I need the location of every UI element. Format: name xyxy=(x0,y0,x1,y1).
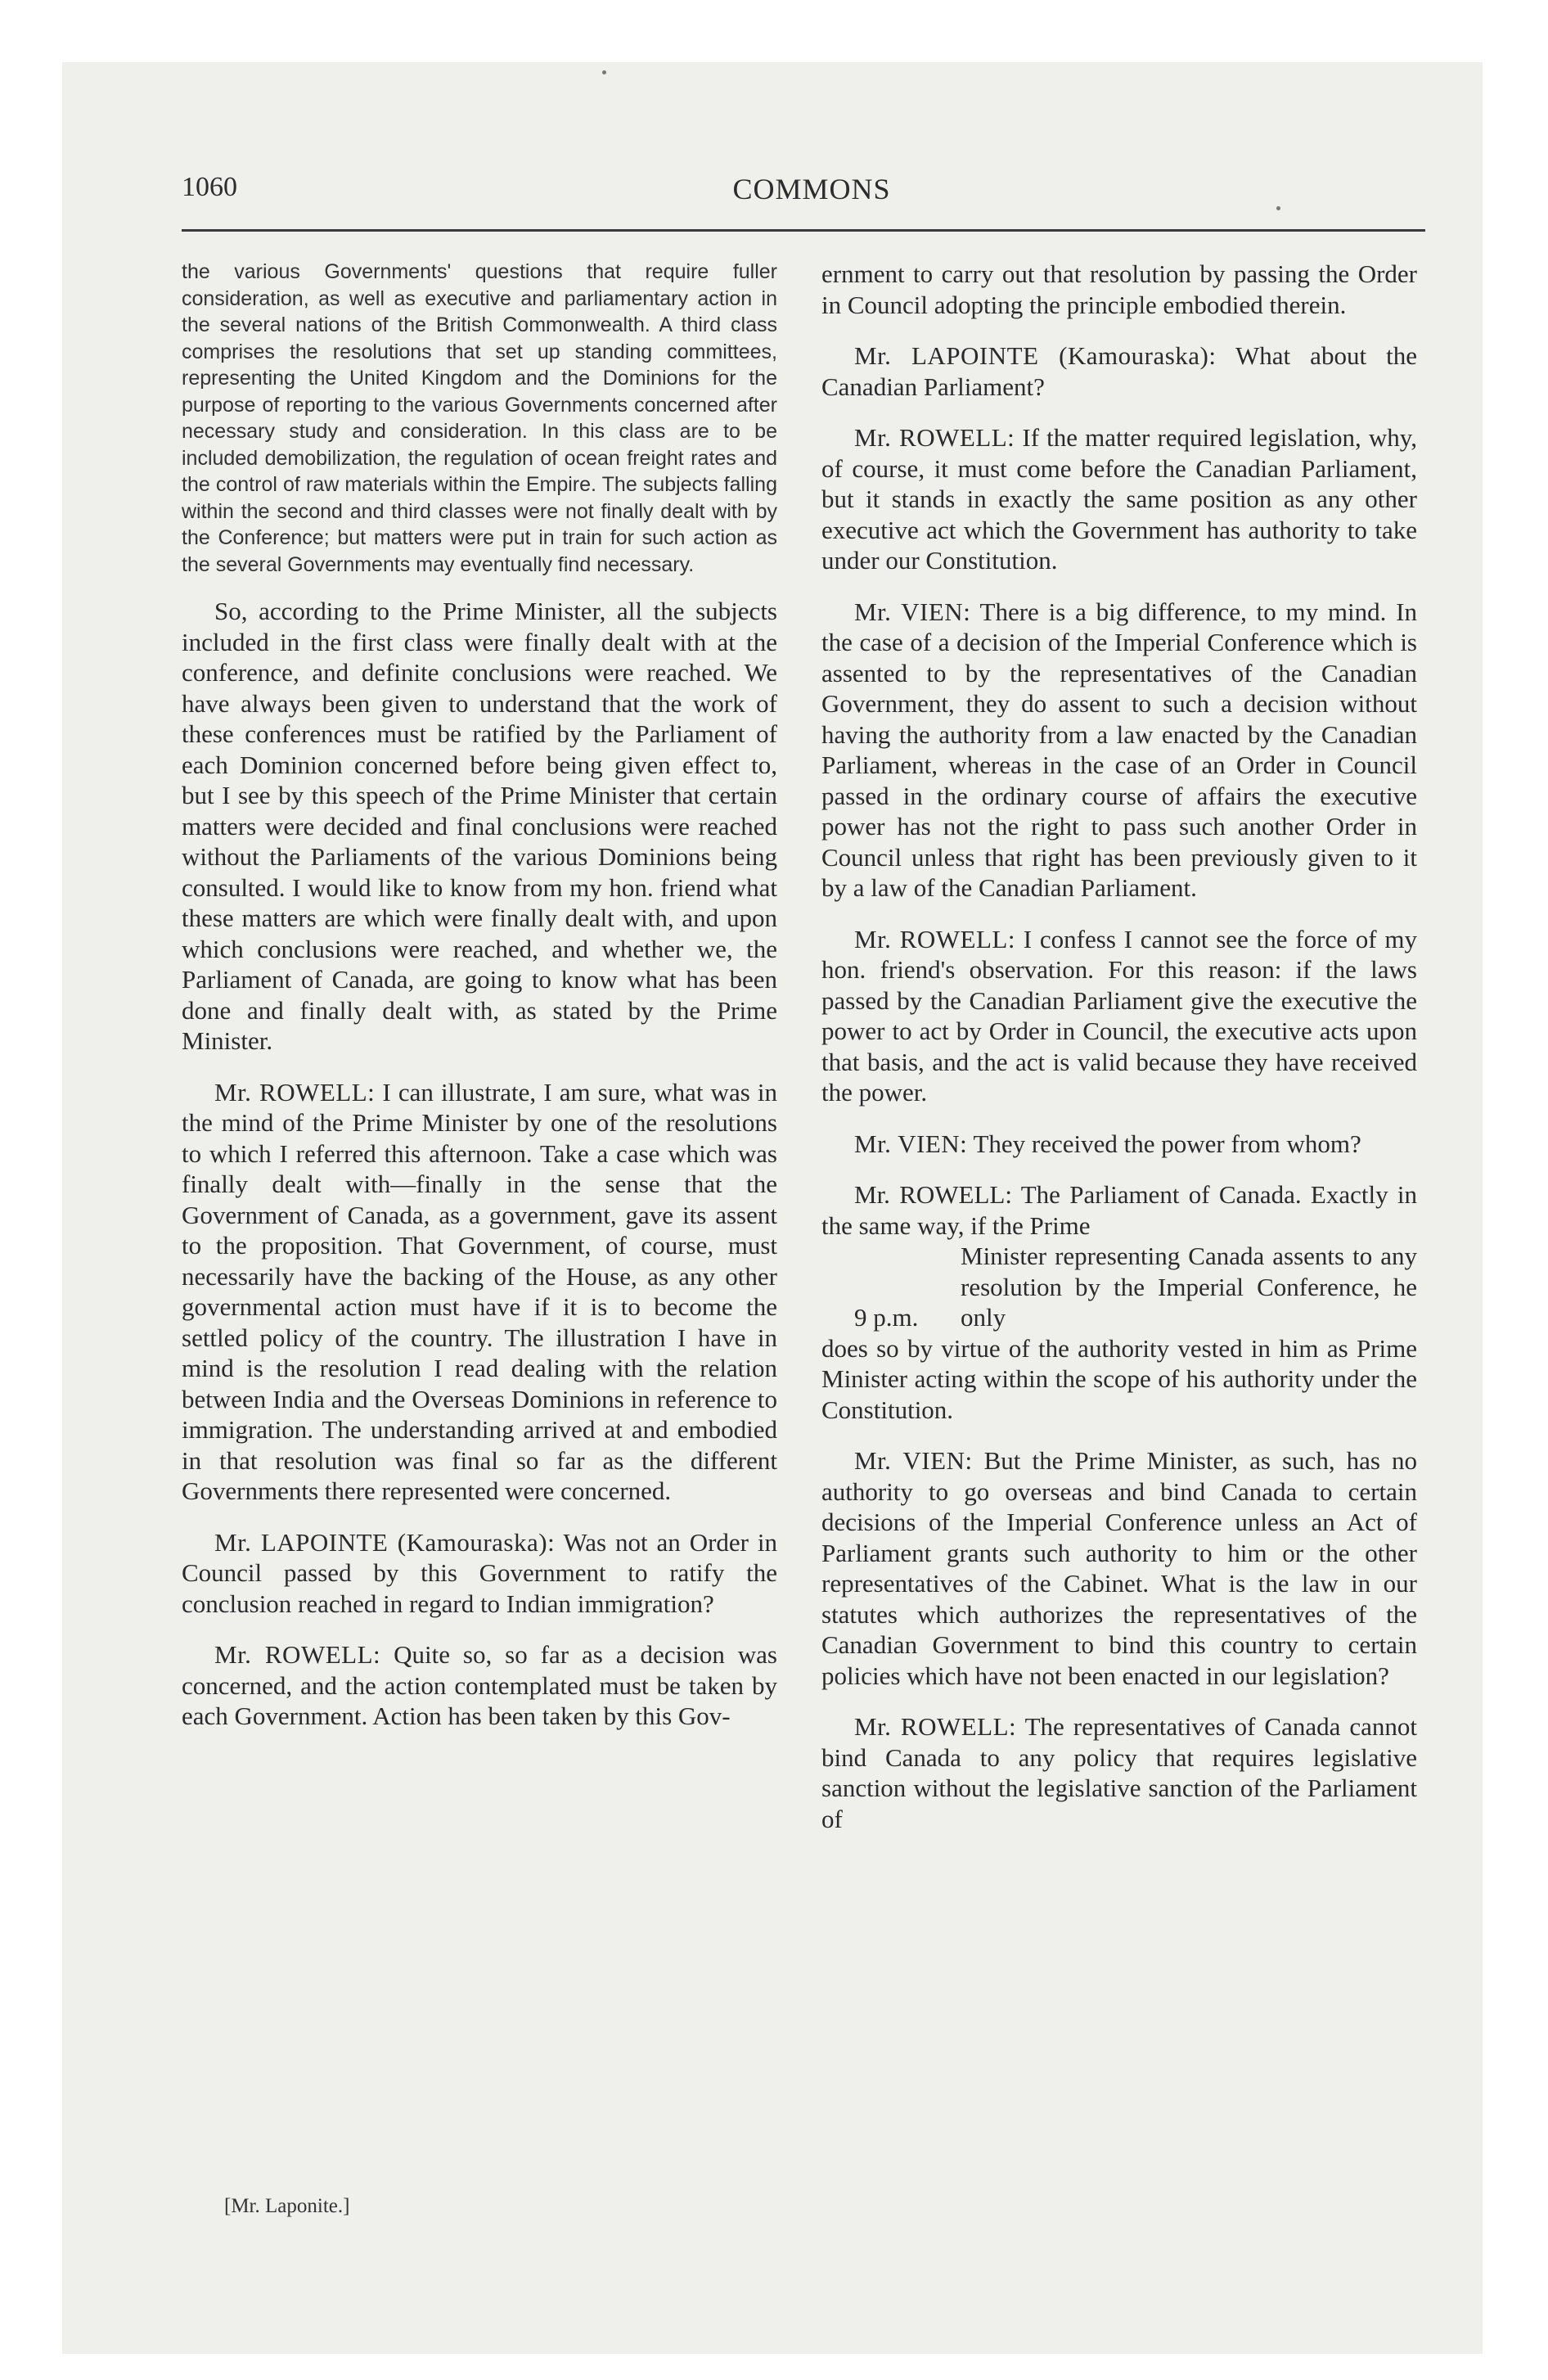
paragraph-text: If the matter required legislation, why, of course, it must come before the Canadian Parliament, but it stands in exactly the same position as any other executive act which the Government has authority to take under our Constitution. xyxy=(821,423,1418,575)
speaker-name: Mr. ROWELL: xyxy=(854,924,1015,953)
paragraph xyxy=(821,597,1417,904)
continued-text: ernment to carry out that resolution by passing the Order in Council adopting the principle embodied therein. xyxy=(821,259,1417,319)
speaker-name: Mr. ROWELL: xyxy=(854,1712,1017,1741)
paragraph xyxy=(821,422,1417,576)
right-column xyxy=(821,259,1417,1855)
speaker-name: Mr. VIEN: xyxy=(854,1446,973,1475)
paragraph-text: The representatives of Canada cannot bind Canada to any policy that requires legislative sanction without the legislative sanction of the Parliament of xyxy=(821,1712,1417,1833)
paragraph-lead: Mr. ROWELL: The Parliament of Canada. Exactly in the same way, if the Prime xyxy=(821,1180,1417,1240)
speaker-name: Mr. ROWELL: xyxy=(214,1640,381,1669)
speaker-name: Mr. LAPOINTE (Kamouraska): xyxy=(214,1527,556,1557)
quoted-passage: the various Governments' questions that require fuller consideration, as well as executive and parliamentary action in the several nations of the British Commonwealth. A third class comprises the resolutions that set up standing committees, representing the United Kingdom and the Dominions for the purpose of reporting to the various Governments concerned after necessary study and consideration. In this class are to be included demobilization, the regulation of ocean freight rates and the control of raw materials within the Empire. The subjects falling within the second and third classes were not finally dealt with by the Conference; but matters were put in train for such action as the several Governments may eventually find necessary. xyxy=(182,260,777,576)
paragraph xyxy=(821,1445,1417,1691)
speaker-name: Mr. ROWELL: xyxy=(214,1077,376,1107)
footer-speaker-note: [Mr. Laponite.] xyxy=(224,2195,350,2217)
speaker-name: Mr. VIEN: xyxy=(854,1129,968,1158)
scan-speck xyxy=(1276,206,1280,210)
paragraph xyxy=(182,1077,777,1507)
paragraph-text: Minister representing Canada assents to any resolution by the Imperial Conference, he only xyxy=(961,1242,1417,1332)
paragraph-text: So, according to the Prime Minister, all the subjects included in the first class were finally dealt with at the conference, and definite conclusions were reached. We have always been given to understand that the work of these conferences must be ratified by the Parliament of each Dominion concerned before being given effect to, but I see by this speech of the Prime Minister that certain matters were decided and final conclusions were reached without the Parliaments of the various Dominions being consulted. I would like to know from my hon. friend what these matters are which were finally dealt with, and upon which conclusions were reached, and whether we, the Parliament of Canada, are going to know what has been done and finally dealt with, as stated by the Prime Minister. xyxy=(182,597,777,1055)
page-header xyxy=(182,172,1442,221)
page-number: 1060 xyxy=(182,172,237,202)
paragraph xyxy=(182,1639,777,1732)
paragraph xyxy=(821,1711,1417,1834)
speaker-name: Mr. VIEN: xyxy=(854,597,971,626)
paragraph-text: Quite so, so far as a decision was concerned, and the action contemplated must be taken by each Government. Action has been taken by this Gov- xyxy=(182,1640,777,1730)
paragraph xyxy=(821,1129,1417,1160)
paragraph-text: They received the power from whom? xyxy=(967,1129,1361,1158)
paragraph xyxy=(182,1527,777,1620)
scan-speck xyxy=(602,70,606,74)
header-rule xyxy=(182,229,1425,232)
paragraph xyxy=(821,924,1417,1108)
paragraph xyxy=(821,340,1417,402)
speaker-name: Mr. ROWELL: xyxy=(854,423,1015,452)
paragraph-text: There is a big difference, to my mind. In the case of a decision of the Imperial Conference which is assented to by the representatives of the Canadian Government, they do assent to such a decision without having the authority from a law enacted by the Canadian Parliament, whereas in the case of an Order in Council passed in the ordinary course of affairs the executive power has not the right to pass such another Order in Council unless that right has been previously given to it by a law of the Canadian Parliament. xyxy=(821,597,1418,902)
paragraph-text: Was not an Order in Council passed by this Government to ratify the conclusion reached in regard to Indian immigration? xyxy=(182,1527,777,1618)
running-head: COMMONS xyxy=(732,173,891,205)
speaker-name: Mr. LAPOINTE (Kamouraska): xyxy=(854,341,1217,370)
paragraph-text: I confess I cannot see the force of my hon. friend's observation. For this reason: if the laws passed by the Canadian Parliament give the executive the power to act by Order in Council, the executive acts upon that basis, and the act is valid because they have received the power. xyxy=(821,924,1418,1107)
time-marker: 9 p.m. xyxy=(854,1303,919,1332)
paragraph xyxy=(182,596,777,1057)
paragraph-text: does so by virtue of the authority vested in him as Prime Minister acting within the scope of his authority under the Constitution. xyxy=(821,1333,1417,1424)
paragraph-text: I can illustrate, I am sure, what was in the mind of the Prime Minister by one of the resolutions to which I referred this afternoon. Take a case which was finally dealt with—finally in the sense that the Government of Canada, as a government, gave its assent to the proposition. That Government, of course, must necessarily have the backing of the House, as any other governmental action must have if it is to become the settled policy of the country. The illustration I have in mind is the resolution I read dealing with the relation between India and the Overseas Dominions in reference to immigration. The understanding arrived at and embodied in that resolution was final so far as the different Governments there represented were concerned. xyxy=(182,1077,777,1505)
paragraph-text: But the Prime Minister, as such, has no authority to go overseas and bind Canada to certain decisions of the Imperial Conference unless an Act of Parliament grants such authority to him or the other representatives of the Cabinet. What is the law in our statutes which authorizes the representatives of the Canadian Government to bind this country to certain policies which have not been enacted in our legislation? xyxy=(821,1446,1417,1690)
time-marker-block xyxy=(821,1241,1417,1333)
paragraph-text: What about the Canadian Parliament? xyxy=(821,341,1417,401)
left-column xyxy=(182,259,777,1752)
